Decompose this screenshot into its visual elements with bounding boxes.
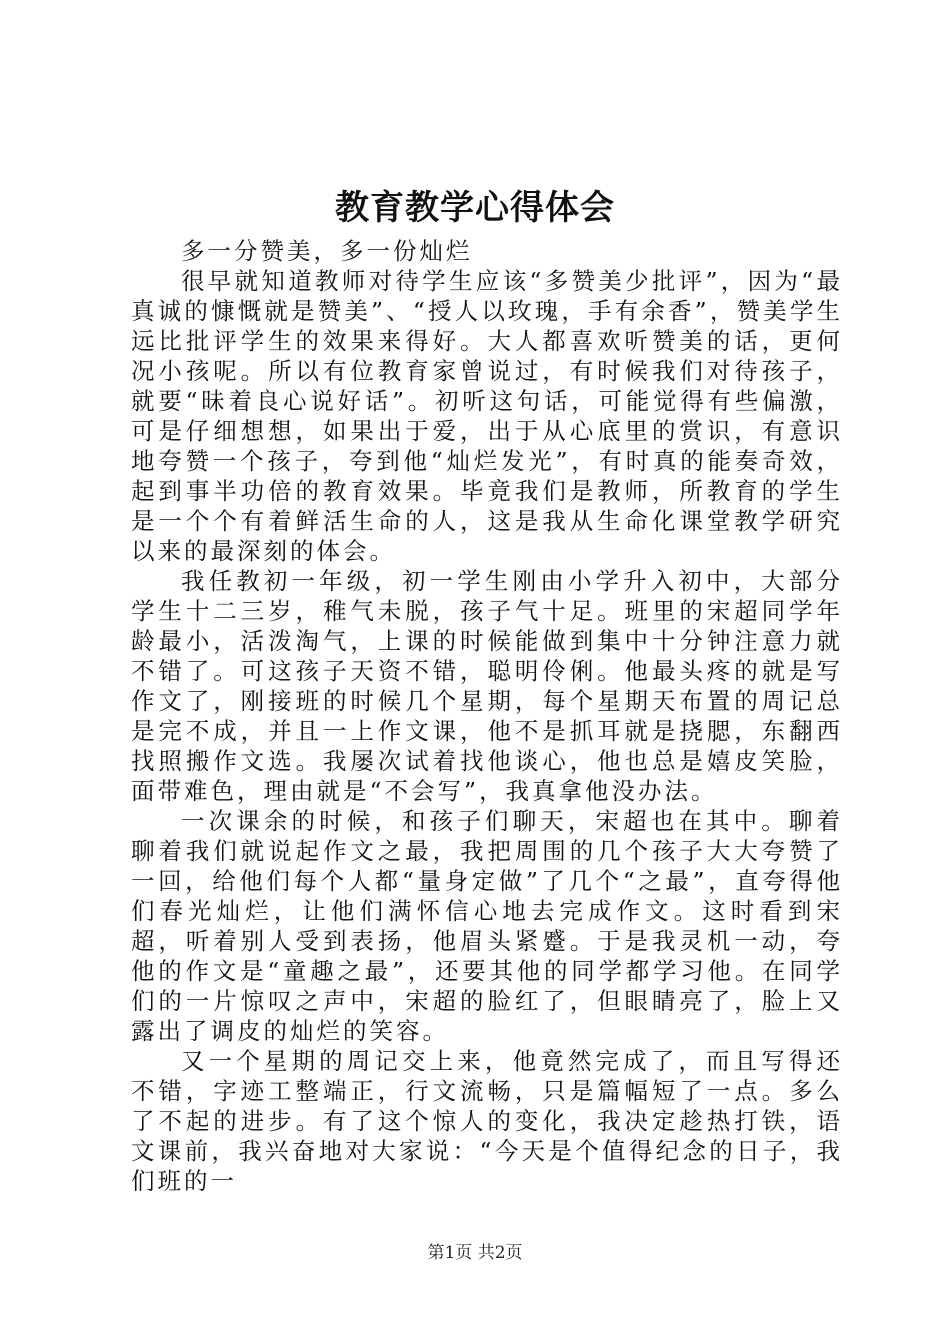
- document-title: 教育教学心得体会: [335, 188, 615, 228]
- paragraph: 一次课余的时候，和孩子们聊天，宋超也在其中。聊着聊着我们就说起作文之最，我把周围的几个孩子大大夸赞了一回，给他们每个人都“量身定做”了几个“之最”，直夸得他们春光灿烂，让他们满怀信心地去完成作文。这时看到宋超，听着别人受到表扬，他眉头紧蹙。于是我灵机一动，夸他的作文是“童趣之最”，还要其他的同学都学习他。在同学们的一片惊叹之声中，宋超的脸红了，但眼睛亮了，脸上又露出了调皮的灿烂的笑容。: [131, 807, 843, 1045]
- paragraph: 我任教初一年级，初一学生刚由小学升入初中，大部分学生十二三岁，稚气未脱，孩子气十足。班里的宋超同学年龄最小，活泼淘气，上课的时候能做到集中十分钟注意力就不错了。可这孩子天资不错，聪明伶俐。他最头疼的就是写作文了，刚接班的时候几个星期，每个星期天布置的周记总是完不成，并且一上作文课，他不是抓耳就是挠腮，东翻西找照搬作文选。我屡次试着找他谈心，他也总是嬉皮笑脸，面带难色，理由就是“不会写”，我真拿他没办法。: [131, 567, 843, 805]
- page-number-footer: 第1页 共2页: [427, 1243, 523, 1263]
- document-body: [131, 236, 843, 1196]
- paragraph: 又一个星期的周记交上来，他竟然完成了，而且写得还不错，字迹工整端正，行文流畅，只是篇幅短了一点。多么了不起的进步。有了这个惊人的变化，我决定趁热打铁，语文课前，我兴奋地对大家说：“今天是个值得纪念的日子，我们班的一: [131, 1047, 843, 1195]
- paragraph: 很早就知道教师对待学生应该“多赞美少批评”，因为“最真诚的慷慨就是赞美”、“授人以玫瑰，手有余香”，赞美学生远比批评学生的效果来得好。大人都喜欢听赞美的话，更何况小孩呢。所以有位教育家曾说过，有时候我们对待孩子，就要“昧着良心说好话”。初听这句话，可能觉得有些偏激，可是仔细想想，如果出于爱，出于从心底里的赏识，有意识地夸赞一个孩子，夸到他“灿烂发光”，有时真的能奏奇效，起到事半功倍的教育效果。毕竟我们是教师，所教育的学生是一个个有着鲜活生命的人，这是我从生命化课堂教学研究以来的最深刻的体会。: [131, 267, 843, 565]
- document-subtitle: 多一分赞美，多一份灿烂: [181, 237, 473, 265]
